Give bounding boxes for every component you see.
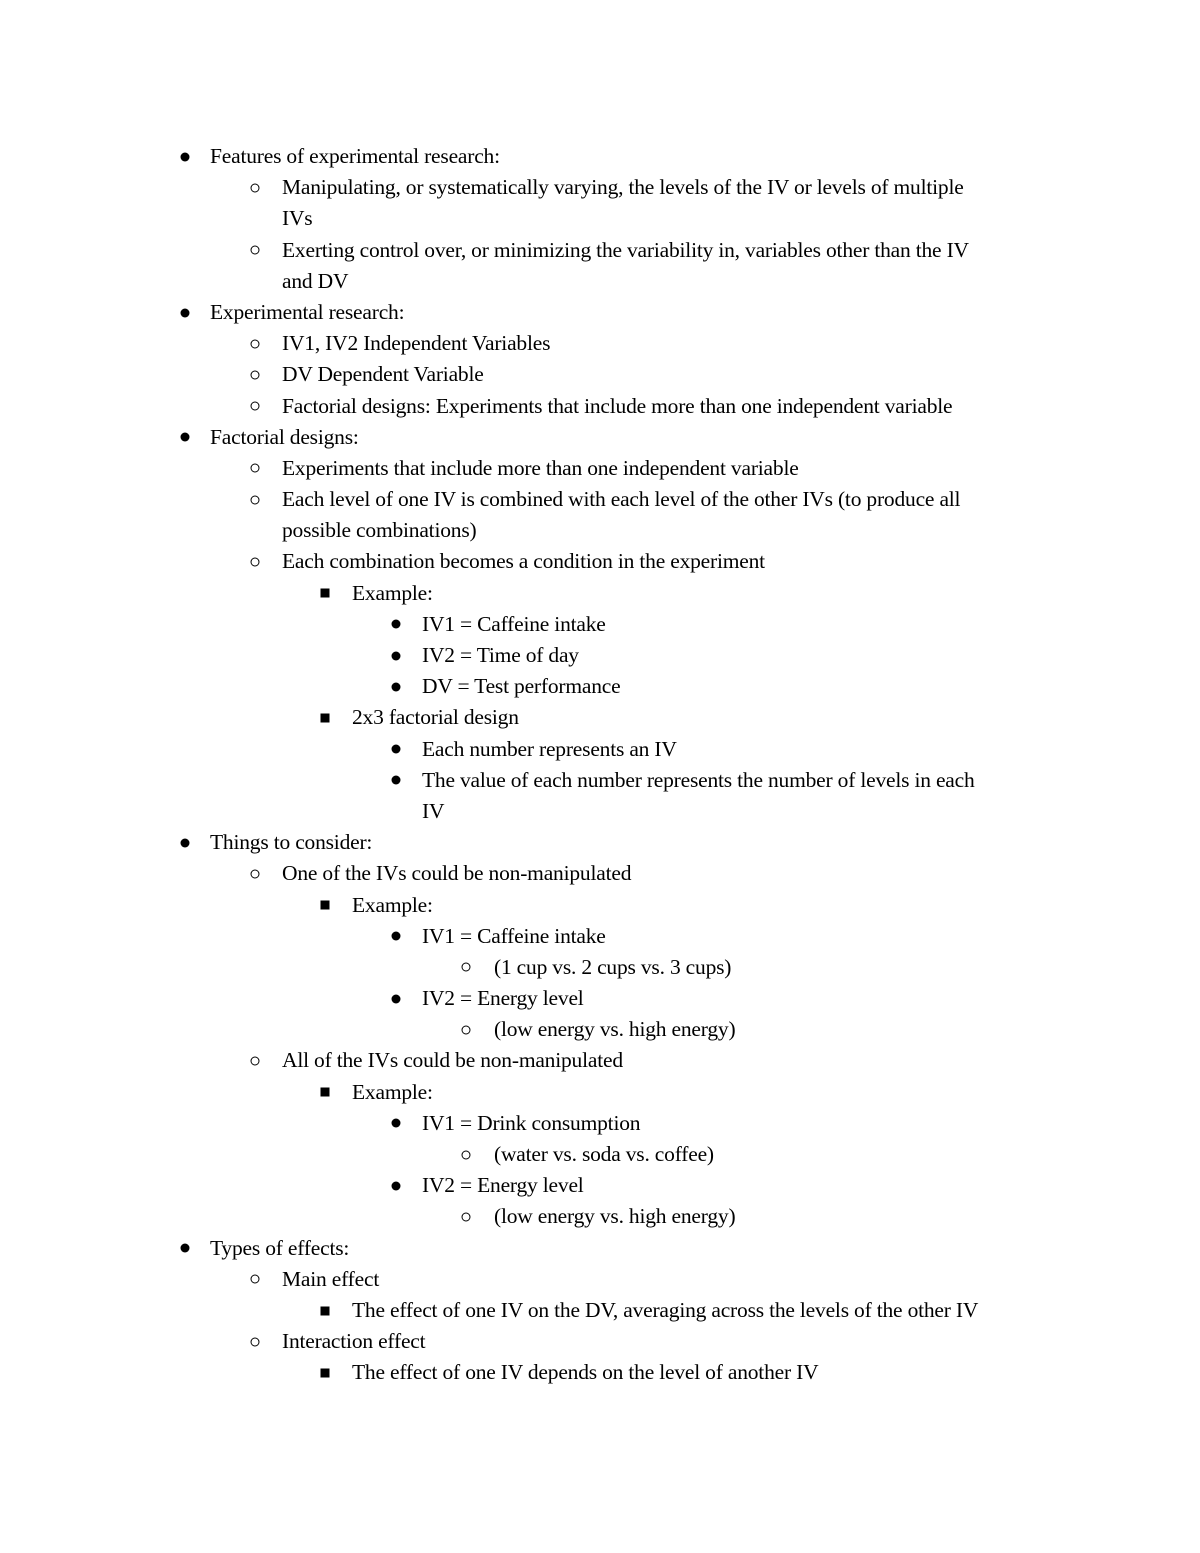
- outline-item-level-3: [0, 609, 1200, 640]
- outline-item-level-2: [0, 702, 1200, 733]
- outline-item-level-4: [0, 952, 1200, 983]
- outline-item-level-2: [0, 890, 1200, 921]
- outline-item-text: (low energy vs. high energy): [494, 1204, 736, 1229]
- outline-item-level-1: [0, 1326, 1200, 1357]
- outline-item-text: IV1 = Caffeine intake: [422, 923, 606, 948]
- outline-item-text: IV2 = Energy level: [422, 1173, 584, 1198]
- circle-bullet-icon: [248, 546, 262, 577]
- square-bullet-icon: [318, 1357, 332, 1388]
- circle-bullet-icon: [248, 453, 262, 484]
- outline-item-text: and DV: [282, 268, 349, 293]
- circle-bullet-icon: [248, 484, 262, 515]
- disc-bullet-icon: [178, 1233, 192, 1264]
- outline-item-level-0: [0, 422, 1200, 453]
- outline-item-text: Factorial designs: Experiments that include more than one independent variable: [282, 393, 953, 418]
- outline-item-level-1: [0, 1045, 1200, 1076]
- outline-item-text: The value of each number represents the number of levels in each: [422, 767, 975, 792]
- square-bullet-icon: [318, 702, 332, 733]
- outline-item-level-1: [0, 858, 1200, 889]
- outline-item-text: (1 cup vs. 2 cups vs. 3 cups): [494, 954, 732, 979]
- outline-item-text: (water vs. soda vs. coffee): [494, 1142, 714, 1166]
- outline-line-continuation: [0, 796, 1200, 827]
- circle-bullet-icon: [248, 391, 262, 422]
- outline-item-text: Example:: [352, 1079, 433, 1104]
- outline-item-text: IV1 = Drink consumption: [422, 1110, 641, 1135]
- outline-item-text: IV2 = Time of day: [422, 643, 579, 667]
- outline-item-text: Example:: [352, 580, 433, 605]
- outline-line-continuation: [0, 515, 1200, 546]
- circle-bullet-icon: [248, 172, 262, 203]
- outline-item-level-4: [0, 1014, 1200, 1045]
- disc-bullet-icon: [389, 609, 403, 640]
- outline-item-text: Factorial designs:: [210, 424, 359, 449]
- square-bullet-icon: [318, 578, 332, 609]
- outline-item-level-0: [0, 827, 1200, 858]
- disc-bullet-icon: [389, 1170, 403, 1201]
- outline-item-level-4: [0, 1201, 1200, 1232]
- outline-item-text: Each number represents an IV: [422, 736, 677, 761]
- outline-item-level-2: [0, 1077, 1200, 1108]
- circle-bullet-icon: [248, 1264, 262, 1295]
- disc-bullet-icon: [389, 671, 403, 702]
- circle-bullet-icon: [248, 359, 262, 390]
- outline-item-level-1: [0, 391, 1200, 422]
- outline-item-text: IV1 = Caffeine intake: [422, 611, 606, 636]
- circle-bullet-icon: [248, 328, 262, 359]
- circle-bullet-icon: [459, 1014, 473, 1045]
- outline-item-level-3: [0, 671, 1200, 702]
- disc-bullet-icon: [389, 734, 403, 765]
- disc-bullet-icon: [389, 983, 403, 1014]
- circle-bullet-icon: [248, 235, 262, 266]
- disc-bullet-icon: [389, 640, 403, 671]
- outline-item-text: Main effect: [282, 1266, 380, 1291]
- outline-item-level-1: [0, 328, 1200, 359]
- disc-bullet-icon: [178, 141, 192, 172]
- outline-item-text: IV1, IV2 Independent Variables: [282, 331, 551, 356]
- outline-item-text: 2x3 factorial design: [352, 705, 519, 730]
- outline-item-text: Experiments that include more than one independent variable: [282, 455, 799, 480]
- outline-item-level-3: [0, 640, 1200, 671]
- outline-item-level-1: [0, 1264, 1200, 1295]
- outline-item-level-2: [0, 578, 1200, 609]
- outline-item-text: DV Dependent Variable: [282, 362, 484, 387]
- disc-bullet-icon: [389, 921, 403, 952]
- disc-bullet-icon: [178, 827, 192, 858]
- outline-item-level-1: [0, 546, 1200, 577]
- outline-item-text: Interaction effect: [282, 1329, 426, 1354]
- outline-item-text: Features of experimental research:: [210, 144, 500, 168]
- outline-item-level-3: [0, 983, 1200, 1014]
- outline-item-text: (low energy vs. high energy): [494, 1017, 736, 1042]
- circle-bullet-icon: [248, 858, 262, 889]
- outline-item-text: possible combinations): [282, 518, 477, 543]
- outline-item-level-1: [0, 484, 1200, 515]
- outline-item-level-3: [0, 921, 1200, 952]
- square-bullet-icon: [318, 890, 332, 921]
- circle-bullet-icon: [248, 1045, 262, 1076]
- outline-item-level-0: [0, 1233, 1200, 1264]
- outline-item-level-2: [0, 1357, 1200, 1388]
- square-bullet-icon: [318, 1077, 332, 1108]
- outline-item-text: Experimental research:: [210, 299, 405, 324]
- outline-line-continuation: [0, 203, 1200, 234]
- outline-item-level-1: [0, 235, 1200, 266]
- outline-item-level-4: [0, 1139, 1200, 1170]
- square-bullet-icon: [318, 1295, 332, 1326]
- outline-item-level-3: [0, 765, 1200, 796]
- outline-item-level-1: [0, 453, 1200, 484]
- outline-item-level-2: [0, 1295, 1200, 1326]
- outline-item-text: The effect of one IV depends on the level of another IV: [352, 1360, 819, 1385]
- outline-item-level-1: [0, 359, 1200, 390]
- outline-item-text: Types of effects:: [210, 1235, 350, 1260]
- outline-item-level-0: [0, 141, 1200, 172]
- outline-item-text: Exerting control over, or minimizing the variability in, variables other than the IV: [282, 237, 969, 262]
- outline-item-text: All of the IVs could be non-manipulated: [282, 1048, 623, 1073]
- outline-item-text: Manipulating, or systematically varying, the levels of the IV or levels of multiple: [282, 175, 964, 200]
- outline-item-text: DV = Test performance: [422, 674, 621, 699]
- outline-item-level-0: [0, 297, 1200, 328]
- circle-bullet-icon: [459, 1139, 473, 1170]
- circle-bullet-icon: [459, 952, 473, 983]
- outline-item-level-1: [0, 172, 1200, 203]
- outline-item-level-3: [0, 1170, 1200, 1201]
- disc-bullet-icon: [389, 1108, 403, 1139]
- document-page: [0, 141, 1200, 1389]
- outline-item-text: IV: [422, 798, 445, 823]
- disc-bullet-icon: [178, 422, 192, 453]
- outline-item-level-3: [0, 1108, 1200, 1139]
- circle-bullet-icon: [248, 1326, 262, 1357]
- outline-item-text: Each level of one IV is combined with each level of the other IVs (to produce all: [282, 487, 961, 512]
- outline-item-text: IV2 = Energy level: [422, 986, 584, 1011]
- outline-item-text: Things to consider:: [210, 830, 373, 855]
- outline-item-text: Each combination becomes a condition in the experiment: [282, 549, 765, 574]
- outline-line-continuation: [0, 266, 1200, 297]
- disc-bullet-icon: [178, 297, 192, 328]
- outline-item-text: Example:: [352, 892, 433, 917]
- outline-item-level-3: [0, 734, 1200, 765]
- disc-bullet-icon: [389, 765, 403, 796]
- outline-item-text: The effect of one IV on the DV, averaging across the levels of the other IV: [352, 1297, 979, 1322]
- circle-bullet-icon: [459, 1201, 473, 1232]
- outline-item-text: IVs: [282, 206, 313, 231]
- outline-item-text: One of the IVs could be non-manipulated: [282, 861, 632, 886]
